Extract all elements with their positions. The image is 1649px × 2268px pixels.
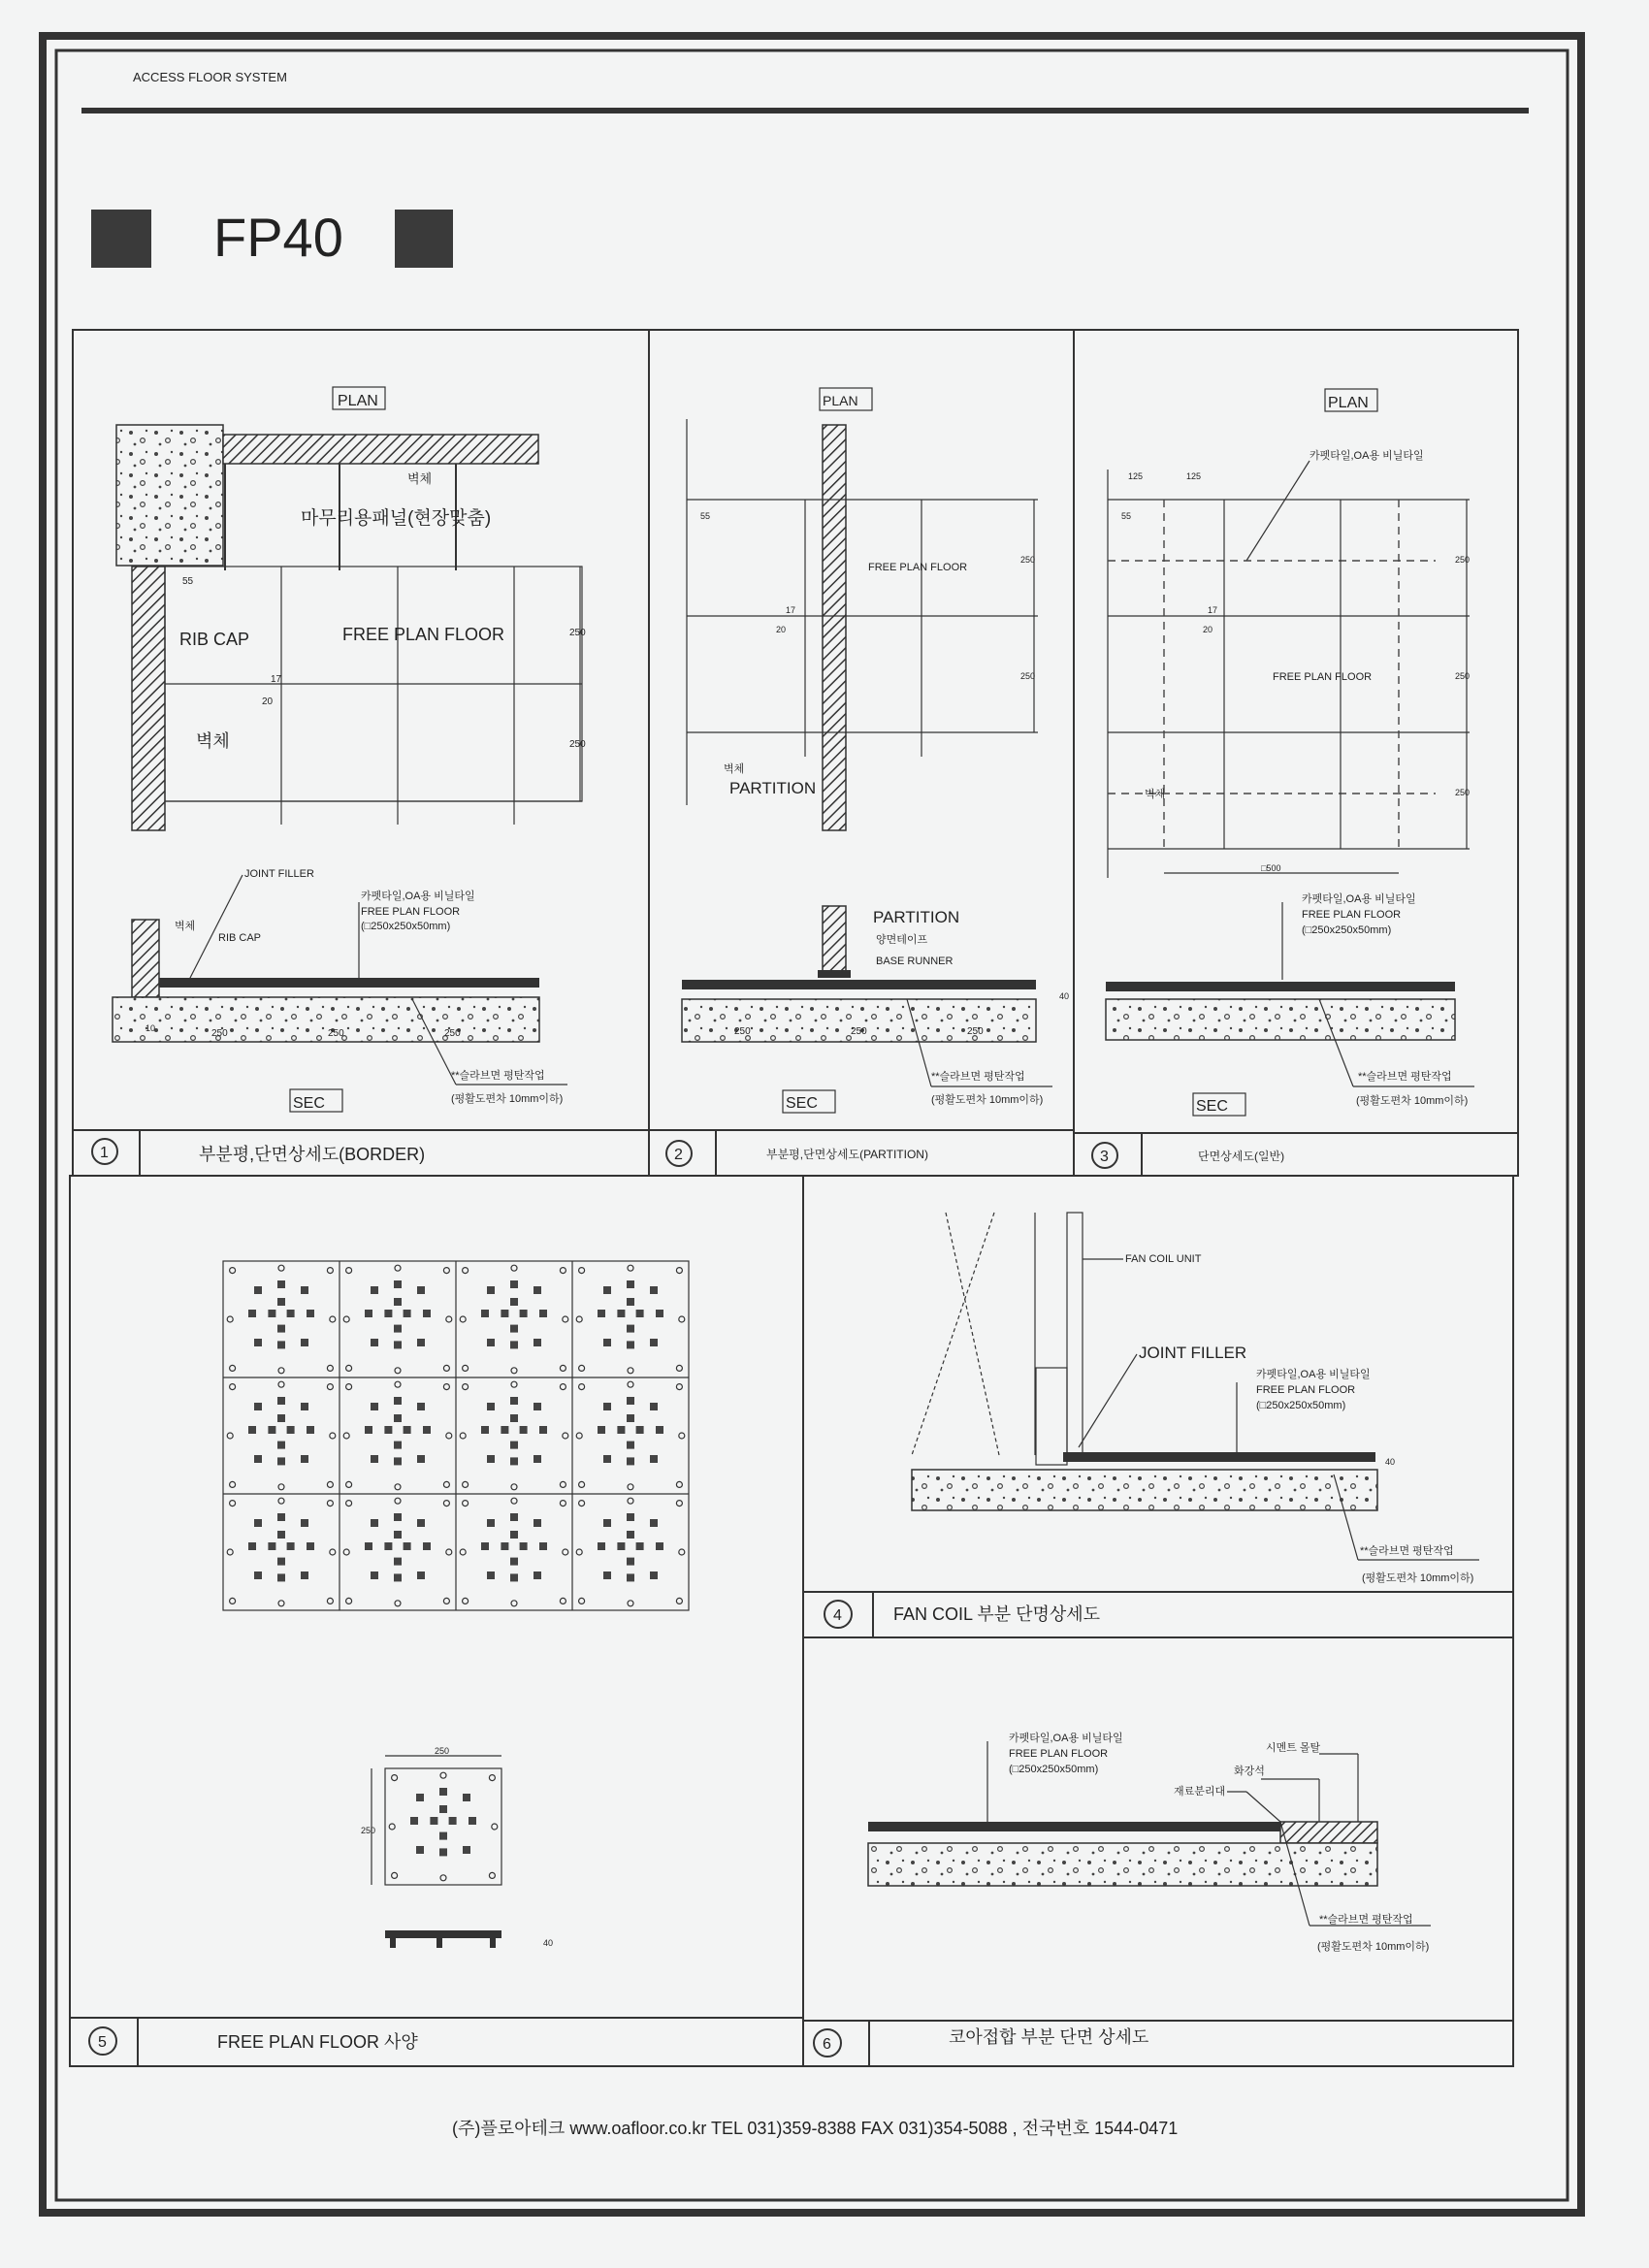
dim-55: 55	[700, 511, 711, 521]
dim-250-d: 250	[851, 1026, 867, 1037]
dim-17: 17	[786, 605, 796, 615]
plan-tag: PLAN	[823, 393, 858, 408]
panel-4	[803, 1176, 1513, 1637]
slab-note: **슬라브면 평탄작업	[451, 1070, 545, 1082]
wall-label: 벽체	[724, 763, 745, 775]
dim-125-a: 125	[1128, 471, 1144, 481]
dim-500: □500	[1261, 863, 1281, 873]
dim-250-d: 250	[328, 1028, 344, 1039]
tape-label: 양면테이프	[876, 934, 928, 946]
finish-panel-label: 마무리용패널(현장맞춤)	[301, 508, 492, 529]
panel-4-number: 4	[833, 1607, 842, 1624]
sec-partition-label: PARTITION	[873, 908, 960, 926]
panel-2	[649, 330, 1074, 1176]
panel-3-caption: 단면상세도(일반)	[1198, 1150, 1285, 1163]
dim-250-b: 250	[1020, 671, 1036, 681]
dim-40: 40	[1059, 991, 1070, 1001]
dim-250-b: 250	[1455, 671, 1471, 681]
dim-20: 20	[776, 625, 787, 634]
fan-coil-unit-label: FAN COIL UNIT	[1125, 1253, 1202, 1265]
dim-250-side: 250	[361, 1826, 376, 1835]
panel-2-number: 2	[674, 1147, 683, 1163]
dim-250-e: 250	[444, 1028, 461, 1039]
sec-tile-label: 카펫타일,OA용 비닐타일	[361, 891, 475, 902]
dim-250-b: 250	[569, 739, 586, 750]
sec-tag: SEC	[1196, 1098, 1228, 1115]
partition-label: PARTITION	[729, 779, 817, 797]
dim-250-e: 250	[967, 1026, 984, 1037]
fpf-label: FREE PLAN FLOOR	[1256, 1384, 1356, 1396]
dim-250-c: 250	[211, 1028, 228, 1039]
panel-1	[73, 330, 649, 1176]
fpf-label: FREE PLAN FLOOR	[1009, 1748, 1109, 1760]
size-label: (□250x250x50mm)	[1009, 1764, 1099, 1775]
slab-note: **슬라브면 평탄작업	[1319, 1914, 1413, 1926]
slab-tolerance: (평활도편차 10mm이하)	[1362, 1572, 1474, 1584]
dim-55: 55	[1121, 511, 1132, 521]
dim-250-a: 250	[569, 628, 586, 638]
wall-left-label: 벽체	[196, 731, 230, 751]
dim-10: 10	[146, 1023, 156, 1033]
wall-top-label: 벽체	[407, 471, 433, 486]
separator-label: 재료분리대	[1174, 1786, 1226, 1798]
free-plan-floor-label: FREE PLAN FLOOR	[1273, 671, 1373, 683]
dim-20: 20	[262, 697, 274, 707]
slab-tolerance: (평활도편차 10mm이하)	[451, 1093, 564, 1105]
joint-filler-label: JOINT FILLER	[244, 868, 314, 880]
dim-17: 17	[271, 674, 282, 685]
dim-125-b: 125	[1186, 471, 1202, 481]
panel-1-number: 1	[100, 1145, 109, 1161]
sec-rib-cap-label: RIB CAP	[218, 932, 262, 944]
sec-fpf-label: FREE PLAN FLOOR	[1302, 909, 1402, 921]
plan-tag: PLAN	[1328, 395, 1369, 411]
slab-note: **슬라브면 평탄작업	[1360, 1545, 1454, 1557]
tile-label: 카펫타일,OA용 비닐타일	[1009, 1733, 1123, 1744]
sec-size-label: (□250x250x50mm)	[1302, 924, 1392, 936]
single-panel-tile	[389, 1772, 498, 1881]
tile-label: 카펫타일,OA용 비닐타일	[1310, 450, 1424, 462]
panel-1-caption: 부분평,단면상세도(BORDER)	[199, 1145, 426, 1164]
dim-250-c: 250	[734, 1026, 751, 1037]
footer-contact: (주)플로아테크 www.oafloor.co.kr TEL 031)359-8388 FAX 031)354-5088 , 전국번호 1544-0471	[452, 2119, 1179, 2138]
granite-label: 화강석	[1234, 1766, 1265, 1777]
panel-2-caption: 부분평,단면상세도(PARTITION)	[766, 1148, 928, 1161]
free-plan-floor-label: FREE PLAN FLOOR	[342, 625, 505, 644]
joint-filler-label: JOINT FILLER	[1139, 1344, 1247, 1362]
slab-tolerance: (평활도편차 10mm이하)	[1317, 1941, 1430, 1953]
dim-40: 40	[1385, 1457, 1396, 1467]
panel-5-number: 5	[98, 2034, 107, 2051]
dim-55: 55	[182, 576, 194, 587]
tile-label: 카펫타일,OA용 비닐타일	[1256, 1369, 1371, 1380]
drawing-title: FP40	[213, 207, 343, 268]
sec-tag: SEC	[293, 1095, 325, 1112]
cement-label: 시멘트 몰탈	[1266, 1742, 1321, 1754]
panel-6-caption: 코아접합 부분 단면 상세도	[949, 2027, 1149, 2047]
free-plan-floor-label: FREE PLAN FLOOR	[868, 562, 968, 573]
panel-6-number: 6	[823, 2036, 831, 2053]
panel-5	[70, 1176, 803, 2066]
sec-tag: SEC	[786, 1095, 818, 1112]
plan-tag: PLAN	[338, 393, 378, 409]
panel-4-caption: FAN COIL 부분 단명상세도	[893, 1604, 1101, 1624]
panel-3	[1074, 330, 1518, 1176]
base-runner-label: BASE RUNNER	[876, 956, 954, 967]
system-label: ACCESS FLOOR SYSTEM	[133, 70, 287, 84]
wall-label: 벽체	[1145, 789, 1166, 800]
panel-3-number: 3	[1100, 1149, 1109, 1165]
sec-size-label: (□250x250x50mm)	[361, 921, 451, 932]
dim-20: 20	[1203, 625, 1213, 634]
slab-tolerance: (평활도편차 10mm이하)	[931, 1094, 1044, 1106]
dim-40: 40	[543, 1938, 554, 1948]
dim-17: 17	[1208, 605, 1218, 615]
dim-250-a: 250	[1020, 555, 1036, 565]
panel-5-caption: FREE PLAN FLOOR 사양	[217, 2032, 418, 2052]
dim-250-a: 250	[1455, 555, 1471, 565]
dim-250-top: 250	[435, 1746, 450, 1756]
slab-note: **슬라브면 평탄작업	[1358, 1071, 1452, 1083]
rib-cap-label: RIB CAP	[179, 630, 250, 649]
sec-tile-label: 카펫타일,OA용 비닐타일	[1302, 893, 1416, 905]
sec-wall-label: 벽체	[175, 921, 196, 932]
slab-note: **슬라브면 평탄작업	[931, 1071, 1025, 1083]
size-label: (□250x250x50mm)	[1256, 1400, 1346, 1411]
title-block-left	[91, 210, 151, 268]
title-block-right	[395, 210, 453, 268]
sec-fpf-label: FREE PLAN FLOOR	[361, 906, 461, 918]
dim-250-c: 250	[1455, 788, 1471, 797]
panel-6	[803, 1637, 1513, 2066]
slab-tolerance: (평활도편차 10mm이하)	[1356, 1095, 1469, 1107]
